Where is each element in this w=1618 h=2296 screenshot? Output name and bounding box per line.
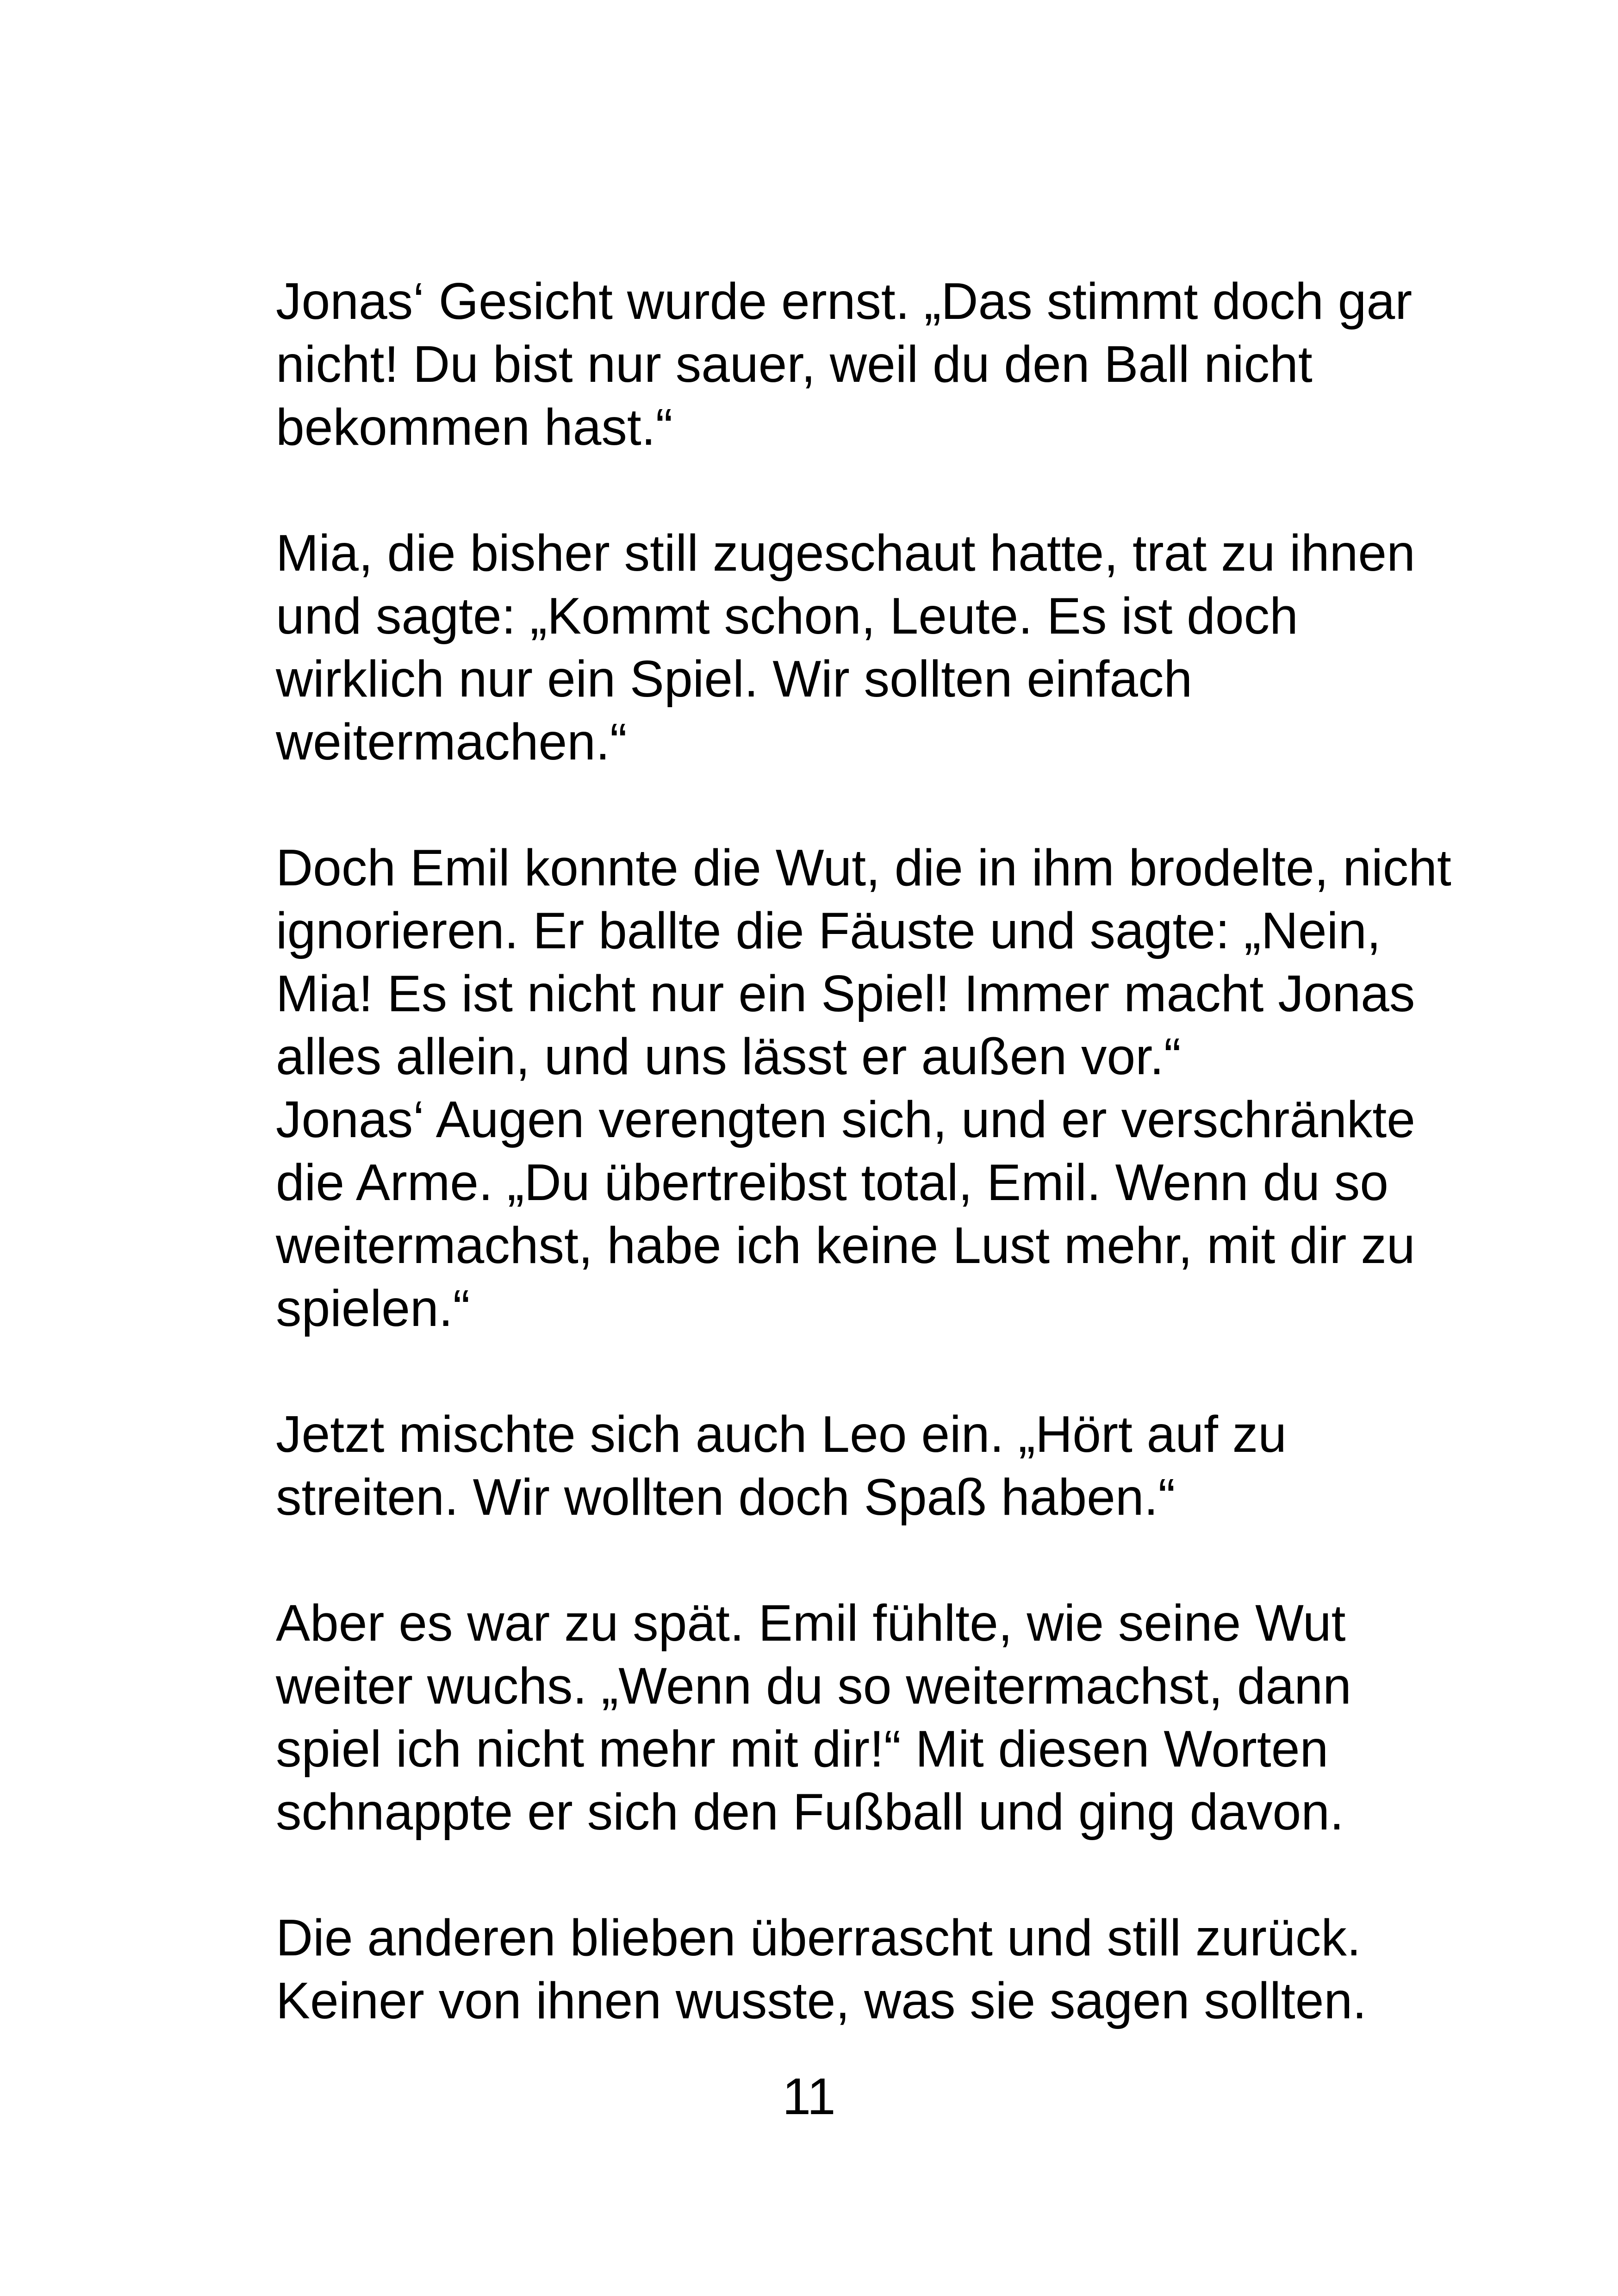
- paragraph: [276, 1906, 1396, 2032]
- text-line: Jetzt mischte sich auch Leo ein. „Hört auf zu: [276, 1406, 1287, 1463]
- text-line: Mia, die bisher still zugeschaut hatte, trat zu ihnen: [276, 524, 1415, 582]
- text-line: Jonas‘ Gesicht wurde ernst. „Das stimmt doch gar: [276, 273, 1413, 330]
- text-line: nicht! Du bist nur sauer, weil du den Ball nicht: [276, 336, 1313, 393]
- page-number: 11: [782, 2068, 836, 2125]
- paragraph-gap: [276, 459, 1396, 522]
- text-line: Aber es war zu spät. Emil fühlte, wie seine Wut: [276, 1594, 1346, 1652]
- text-line: wirklich nur ein Spiel. Wir sollten einfach: [276, 650, 1193, 708]
- paragraph: [276, 1592, 1396, 1843]
- paragraph-gap: [276, 773, 1396, 836]
- text-line: Die anderen blieben überrascht und still zurück.: [276, 1909, 1361, 1966]
- text-line: Jonas‘ Augen verengten sich, und er verschränkte: [276, 1091, 1415, 1148]
- text-line: bekommen hast.“: [276, 398, 673, 456]
- paragraph: [276, 1403, 1396, 1529]
- paragraph: [276, 836, 1451, 1340]
- body-text: [276, 270, 1451, 2032]
- text-line: Keiner von ihnen wusste, was sie sagen sollten.: [276, 1972, 1367, 2029]
- paragraph: [276, 270, 1413, 459]
- text-line: weitermachst, habe ich keine Lust mehr, mit dir zu: [276, 1217, 1415, 1274]
- paragraph-gap: [276, 1843, 1396, 1906]
- text-line: Mia! Es ist nicht nur ein Spiel! Immer macht Jonas: [276, 965, 1415, 1022]
- text-line: alles allein, und uns lässt er außen vor.“: [276, 1028, 1181, 1085]
- text-line: spiel ich nicht mehr mit dir!“ Mit diesen Worten: [276, 1720, 1329, 1778]
- paragraph: [276, 522, 1415, 773]
- text-line: schnappte er sich den Fußball und ging davon.: [276, 1783, 1344, 1841]
- text-line: weitermachen.“: [276, 713, 627, 771]
- text-line: spielen.“: [276, 1280, 470, 1337]
- text-line: die Arme. „Du übertreibst total, Emil. Wenn du so: [276, 1154, 1389, 1211]
- paragraph-gap: [276, 1340, 1396, 1403]
- text-line: weiter wuchs. „Wenn du so weitermachst, dann: [276, 1657, 1351, 1715]
- text-line: ignorieren. Er ballte die Fäuste und sagte: „Nein,: [276, 902, 1381, 959]
- paragraph-gap: [276, 1529, 1396, 1592]
- text-line: streiten. Wir wollten doch Spaß haben.“: [276, 1468, 1176, 1526]
- text-line: und sagte: „Kommt schon, Leute. Es ist doch: [276, 587, 1298, 645]
- text-line: Doch Emil konnte die Wut, die in ihm brodelte, nicht: [276, 839, 1451, 896]
